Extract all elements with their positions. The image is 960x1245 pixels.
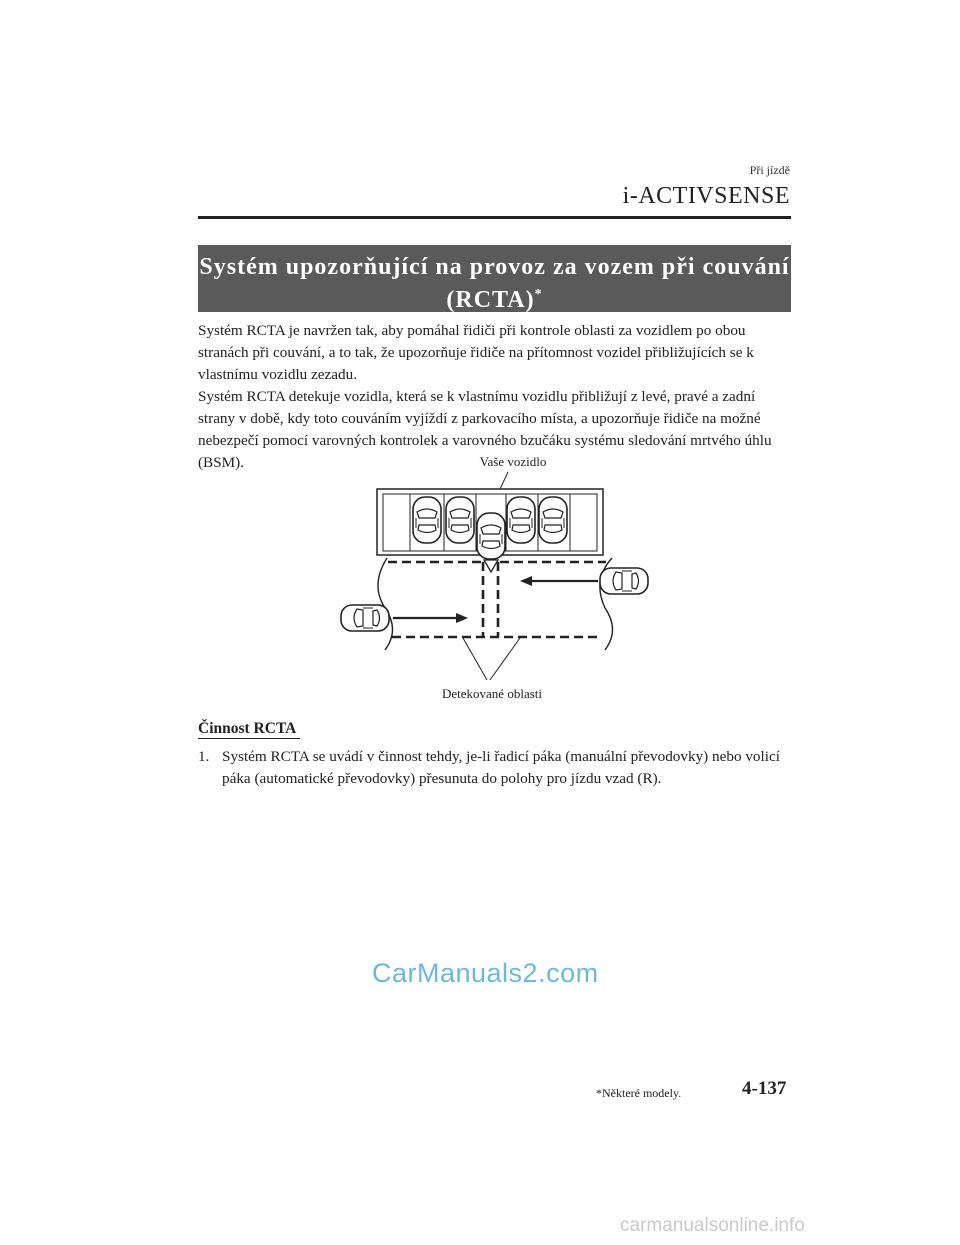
page-title [198,245,791,312]
own-vehicle [477,513,505,559]
title-line-2 [198,281,791,314]
optional-marker: * [534,287,543,302]
step-number: 1. [198,748,210,765]
header-section: Při jízdě [749,163,790,177]
watermark-logo: CarManuals2.com [372,958,599,988]
label-your-vehicle: Vaše vozidlo [479,454,547,469]
detection-paragraph: Systém RCTA detekuje vozidla, která se k vlastnímu vozidlu přibližují z levé, pravé a zadní strany v době, kdy toto couváním vyjíždí z parkovacího místa, a upozorňuje řidiče na možné nebezpečí pomocí varovných kontrolek a varovného bzučáku systému sledování mrtvého úhlu (BSM). [198,388,772,471]
header-rule [198,216,791,219]
title-line-1: Systém upozorňující na provoz za vozem při couvání [199,254,790,280]
page-number: 4-137 [742,1078,787,1099]
site-watermark: carmanualsonline.info [620,1215,805,1236]
intro-paragraph: Systém RCTA je navržen tak, aby pomáhal řidiči při kontrole oblasti za vozidlem po obou stranách při couvání, a to tak, že upozorňuje řidiče na přítomnost vozidel přibližujících se k vlastnímu vozidlu zezadu. [198,322,754,383]
approaching-vehicle-left [341,605,389,631]
section-heading: Činnost RCTA [198,720,297,737]
title-acronym: (RCTA) [446,287,535,313]
footnote: *Některé modely. [596,1086,682,1100]
step-text: Systém RCTA se uvádí v činnost tehdy, je-li řadicí páka (manuální převodovky) nebo volicí páka (automatické převodovky) přesunuta do polohy pro jízdu vzad (R). [222,748,780,787]
rcta-diagram [330,450,660,705]
label-detection-zones: Detekované oblasti [442,686,542,701]
header-chapter: i-ACTIVSENSE [622,183,790,209]
section-heading-rule [198,738,300,739]
approaching-vehicle-right [600,568,648,594]
